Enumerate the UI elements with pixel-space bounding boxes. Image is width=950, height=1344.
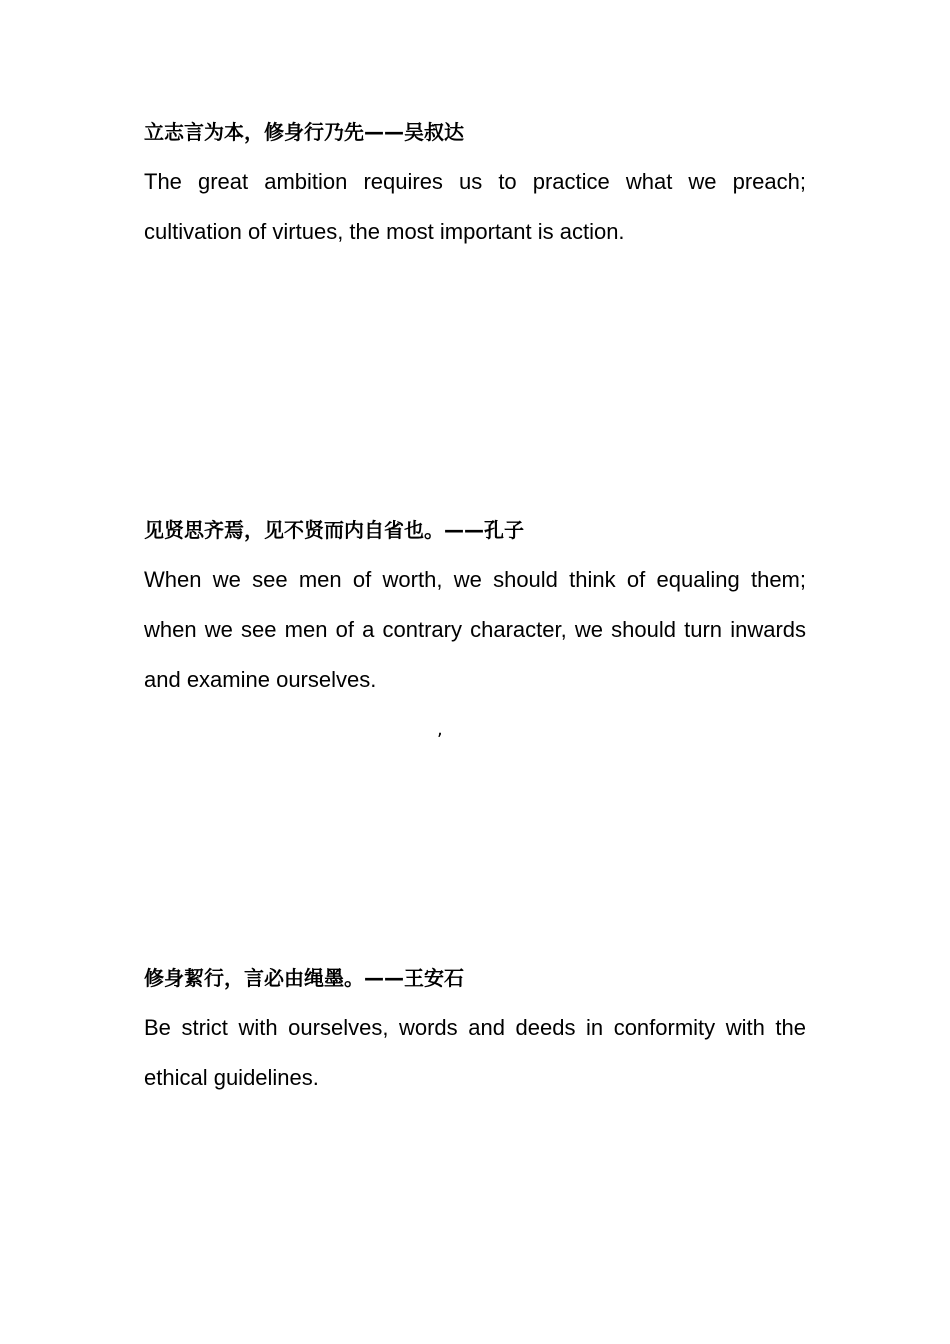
quote-title: 立志言为本，修身行乃先——吴叔达 [144, 120, 464, 144]
quote-text: The great ambition requires us to practice what we preach; cultivation of virtues, the most important is action. [144, 169, 806, 244]
quote-block-3 [144, 963, 806, 1103]
quote-block-2 [144, 515, 806, 705]
quote-text: When we see men of worth, we should think of equaling them; when we see men of a contrary character, we should turn inwards and examine ourselves. [144, 567, 806, 692]
quote-title: 见贤思齐焉，见不贤而内自省也。——孔子 [144, 518, 524, 542]
stray-comma-mark: , [437, 719, 443, 740]
quote-title: 修身絜行，言必由绳墨。——王安石 [144, 966, 464, 990]
quote-text: Be strict with ourselves, words and deeds in conformity with the ethical guidelines. [144, 1015, 806, 1090]
quote-block-1 [144, 117, 806, 257]
